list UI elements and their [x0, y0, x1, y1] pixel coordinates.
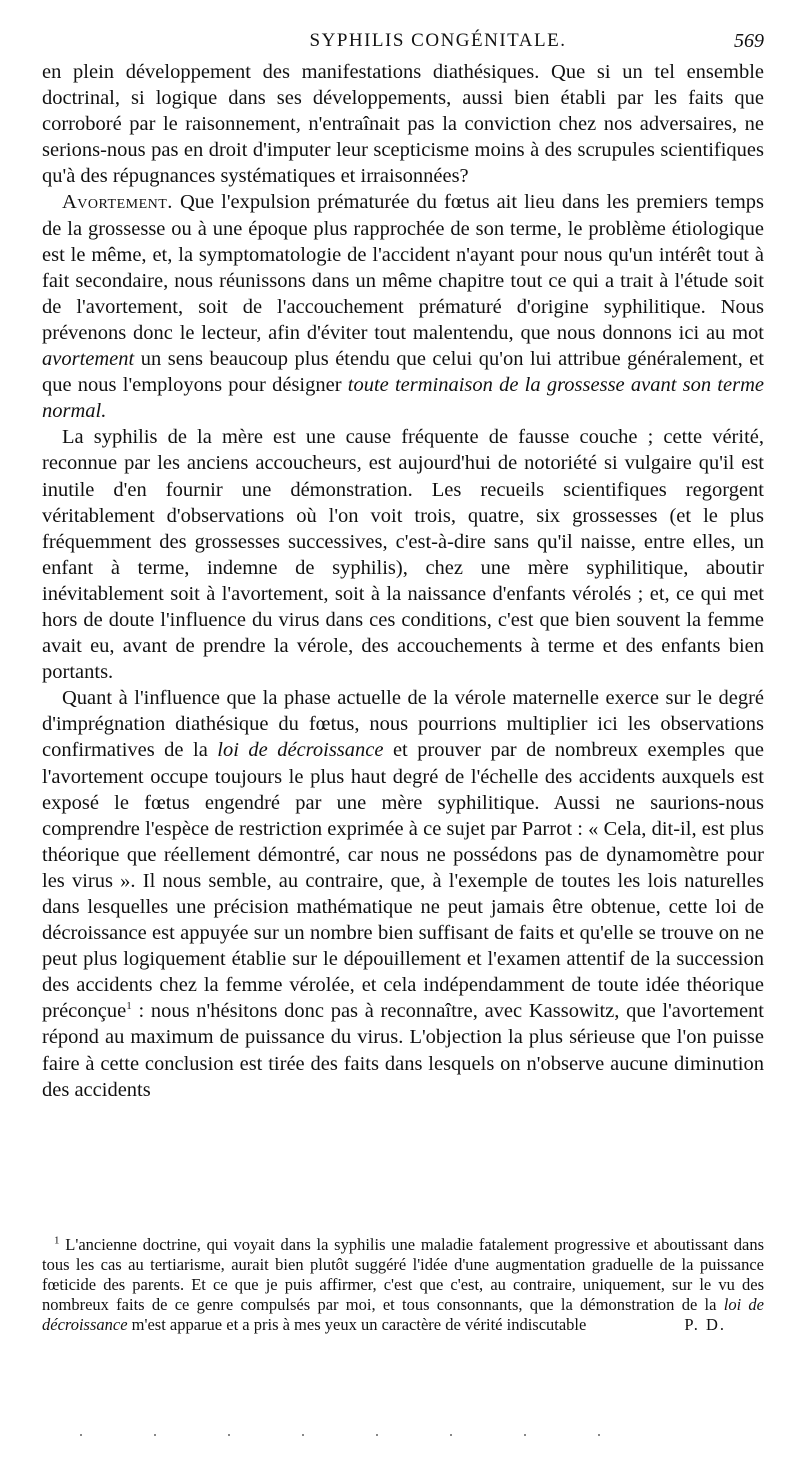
- main-text: [42, 59, 764, 1103]
- paragraph-avortement: [42, 189, 764, 424]
- footnote-text-b: m'est apparue et a pris à mes yeux un caractère de vérité indiscutable: [127, 1315, 587, 1334]
- scan-noise-marks: [80, 1434, 600, 1438]
- paragraph-4-part-b: et prouver par de nombreux exemples que l'avortement occupe toujours le plus haut degré de l'échelle des accidents auxquels est exposé le fœtus engendré par une mère syphilitique. Aussi ne saurions-nous comprendre l'espèce de restriction exprimée à ce sujet par Parrot : « Cela, dit-il, est plus théorique que réellement démontré, car nous ne possédons pas de dynamomètre pour les virus ». Il nous semble, au contraire, que, à l'exemple de toutes les lois naturelles dans lesquelles une précision mathématique ne peut jamais être obtenue, cette loi de décroissance est appuyée sur un nombre bien suffisant de faits et qu'elle se trouve on ne peut plus logiquement établie sur le dépouillement et l'examen attentif de la succession des accidents chez la femme vérolée, et cela indépendamment de toute idée théorique préconçue: [42, 739, 764, 1023]
- page-header: [42, 28, 764, 58]
- footnote-emphasis: loi de décroissance: [42, 1295, 764, 1334]
- term-avortement: avortement: [42, 348, 135, 371]
- paragraph-2-part-a: Que l'expulsion prématurée du fœtus ait lieu dans les premiers temps de la grossesse ou à une époque plus rapprochée de son terme, le problème étiologique est le même, et, la symptomatologie de l'accident n'ayant pour nous qu'un intérêt tout à fait secondaire, nous réunissons dans un même chapitre tout ce qui a trait à l'étude soit de l'avortement, soit de l'accouchement prématuré d'origine syphilitique. Nous prévenons donc le lecteur, afin d'éviter tout malentendu, que nous donnons ici au mot: [42, 191, 764, 344]
- paragraph-4-part-a: Quant à l'influence que la phase actuelle de la vérole maternelle exerce sur le degré d'imprégnation diathésique du fœtus, nous pourrions multiplier ici les observations confirmatives de la: [42, 687, 764, 762]
- footnote-mark: 1: [54, 1234, 60, 1247]
- paragraph-2-part-b: un sens beaucoup plus étendu que celui qu'on lui attribue généralement, et que nous l'employons pour désigner: [42, 348, 764, 397]
- term-loi-de-decroissance: loi de décroissance: [217, 739, 384, 762]
- footnote: [42, 1235, 764, 1335]
- scan-dot: [80, 1434, 82, 1436]
- footnote-text-a: L'ancienne doctrine, qui voyait dans la syphilis une maladie fatalement progressive et aboutissant dans tous les cas au tertiarisme, aurait bien plutôt suggéré l'idée d'une augmentation graduelle de la puissance fœticide des parents. Et ce que je puis affirmer, c'est que c'est, au contraire, uniquement, sur le vu des nombreux faits de ce genre compulsés par moi, et tous consonnants, que la démonstration de la: [42, 1235, 764, 1314]
- scan-dot: [524, 1434, 526, 1436]
- scan-dot: [598, 1434, 600, 1436]
- scan-dot: [228, 1434, 230, 1436]
- page-number: 569: [734, 30, 764, 52]
- scan-dot: [154, 1434, 156, 1436]
- running-title: SYPHILIS CONGÉNITALE.: [309, 30, 567, 51]
- scan-dot: [302, 1434, 304, 1436]
- scan-dot: [376, 1434, 378, 1436]
- paragraph-3: La syphilis de la mère est une cause fréquente de fausse couche ; cette vérité, reconnue par les anciens accoucheurs, est aujourd'hui de notoriété si vulgaire qu'il est inutile d'en fournir une démonstration. Les recueils scientifiques regorgent véritablement d'observations où l'on voit trois, quatre, six grossesses (et le plus fréquemment des grossesses successives, c'est-à-dire sans qu'il naisse, entre elles, un enfant à terme, indemne de syphilis), chez une mère syphilitique, aboutir inévitablement soit à l'avortement, soit à la naissance d'enfants vérolés ; et, ce qui met hors de doute l'influence du virus dans ces conditions, c'est que bien souvent la femme avait eu, avant de prendre la vérole, des accouchements à terme et des enfants bien portants.: [42, 426, 764, 684]
- footnote-reference[interactable]: 1: [126, 1000, 132, 1013]
- definition-emphasis: toute terminaison de la grossesse avant son terme normal.: [42, 374, 764, 423]
- paragraph-1: en plein développement des manifestations diathésiques. Que si un tel ensemble doctrinal, si logique dans ses développements, aussi bien établi par les faits que corroboré par le raisonnement, n'entraînait pas la conviction chez nos adversaires, ne serions-nous pas en droit d'imputer leur scepticisme moins à des scrupules scientifiques qu'à des répugnances systématiques et irraisonnées?: [42, 61, 764, 188]
- paragraph-4-part-c: : nous n'hésitons donc pas à reconnaître, avec Kassowitz, que l'avortement répond au maximum de puissance du virus. L'objection la plus sérieuse que l'on puisse faire à cette conclusion est tirée des faits dans lesquels on n'observe aucune diminution des accidents: [42, 1000, 764, 1101]
- section-heading-avortement: Avortement.: [62, 191, 173, 214]
- footnote-signature: P. D.: [684, 1315, 726, 1334]
- paragraph-4: [42, 685, 764, 1103]
- scan-dot: [450, 1434, 452, 1436]
